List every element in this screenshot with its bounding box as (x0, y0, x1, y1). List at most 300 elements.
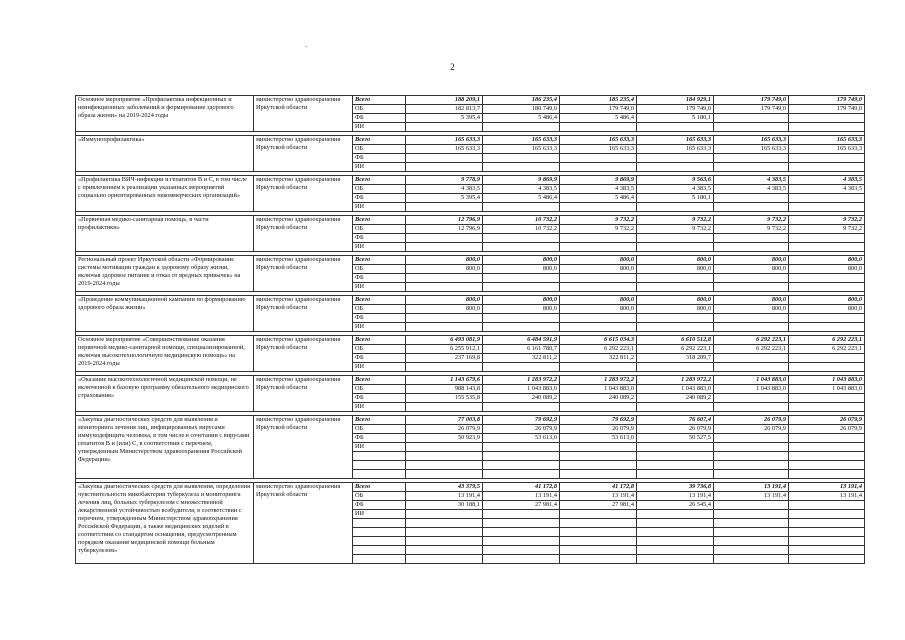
amount-cell (483, 274, 560, 283)
amount-cell (406, 323, 483, 332)
amount-cell: 800,0 (483, 265, 560, 274)
amount-cell: 39 736,8 (637, 483, 714, 492)
funding-source: Всего (353, 296, 406, 305)
amount-cell: 4 383,5 (637, 185, 714, 194)
amount-cell (560, 154, 637, 163)
amount-cell: 26 079,9 (560, 425, 637, 434)
amount-cell: 322 811,2 (560, 354, 637, 363)
amount-cell: 53 613,0 (560, 434, 637, 443)
amount-cell (637, 274, 714, 283)
amount-cell: 6 292 223,1 (714, 336, 789, 345)
amount-cell: 800,0 (789, 296, 865, 305)
amount-cell: 322 811,2 (483, 354, 560, 363)
amount-cell (406, 163, 483, 172)
responsible-executor: министерство здравоохранения Иркутской области (254, 376, 353, 412)
amount-cell: 800,0 (560, 256, 637, 265)
amount-cell: 4 383,5 (789, 176, 865, 185)
amount-cell (637, 363, 714, 372)
amount-cell (789, 234, 865, 243)
amount-cell: 9 869,9 (483, 176, 560, 185)
funding-source: ОБ (353, 265, 406, 274)
amount-cell: 9 563,6 (637, 176, 714, 185)
amount-cell (789, 323, 865, 332)
amount-cell (714, 394, 789, 403)
amount-cell: 165 633,3 (789, 136, 865, 145)
funding-source: Всего (353, 376, 406, 385)
amount-cell: 13 191,4 (406, 492, 483, 501)
amount-cell (789, 314, 865, 323)
funding-source: ФБ (353, 114, 406, 123)
table-row (76, 483, 865, 492)
amount-cell (483, 203, 560, 212)
amount-cell: 1 043 883,0 (789, 376, 865, 385)
amount-cell (637, 403, 714, 412)
amount-cell (714, 283, 789, 292)
amount-cell: 800,0 (637, 305, 714, 314)
amount-cell (789, 403, 865, 412)
amount-cell (406, 154, 483, 163)
amount-cell (789, 283, 865, 292)
amount-cell: 27 981,4 (560, 501, 637, 510)
amount-cell: 10 732,2 (483, 225, 560, 234)
amount-cell (789, 501, 865, 510)
amount-cell (789, 274, 865, 283)
responsible-executor: министерство здравоохранения Иркутской области (254, 336, 353, 372)
amount-cell (789, 434, 865, 443)
amount-cell: 4 383,5 (714, 176, 789, 185)
amount-cell: 26 545,4 (637, 501, 714, 510)
amount-cell: 26 079,9 (406, 425, 483, 434)
amount-cell (483, 123, 560, 132)
amount-cell: 50 923,9 (406, 434, 483, 443)
amount-cell: 186 235,4 (483, 96, 560, 105)
amount-cell: 1 043 883,0 (789, 385, 865, 394)
amount-cell: 6 610 512,8 (637, 336, 714, 345)
measure-name: «Проведение коммуникационной кампании по формированию здорового образа жизни» (76, 296, 254, 332)
amount-cell: 41 172,8 (560, 483, 637, 492)
amount-cell: 165 633,3 (637, 145, 714, 154)
amount-cell: 77 003,8 (406, 416, 483, 425)
amount-cell: 9 732,2 (789, 225, 865, 234)
amount-cell (560, 314, 637, 323)
amount-cell: 237 169,8 (406, 354, 483, 363)
amount-cell: 800,0 (714, 296, 789, 305)
amount-cell (483, 510, 560, 519)
amount-cell: 5 486,4 (483, 194, 560, 203)
amount-cell (483, 443, 560, 452)
amount-cell (637, 443, 714, 452)
amount-cell: 5 486,4 (560, 194, 637, 203)
amount-cell: 9 778,9 (406, 176, 483, 185)
amount-cell (483, 314, 560, 323)
amount-cell (714, 354, 789, 363)
amount-cell: 26 079,9 (789, 416, 865, 425)
amount-cell (406, 443, 483, 452)
funding-source: ИИ (353, 243, 406, 252)
amount-cell: 1 043 883,0 (560, 385, 637, 394)
amount-cell: 318 289,7 (637, 354, 714, 363)
responsible-executor: министерство здравоохранения Иркутской области (254, 96, 353, 132)
amount-cell: 4 383,5 (560, 185, 637, 194)
amount-cell: 165 633,3 (560, 145, 637, 154)
amount-cell (483, 283, 560, 292)
funding-source: ОБ (353, 425, 406, 434)
amount-cell: 800,0 (483, 296, 560, 305)
amount-cell: 800,0 (483, 256, 560, 265)
funding-source: ФБ (353, 314, 406, 323)
funding-source: ИИ (353, 123, 406, 132)
amount-cell: 26 079,9 (637, 425, 714, 434)
funding-source: ИИ (353, 163, 406, 172)
amount-cell: 988 143,8 (406, 385, 483, 394)
measure-name: «Первичная медико-санитарная помощь, в части профилактики» (76, 216, 254, 252)
funding-source: ОБ (353, 385, 406, 394)
amount-cell (406, 283, 483, 292)
amount-cell (637, 234, 714, 243)
amount-cell (406, 510, 483, 519)
amount-cell: 43 379,5 (406, 483, 483, 492)
amount-cell (714, 194, 789, 203)
amount-cell (637, 243, 714, 252)
amount-cell: 800,0 (406, 296, 483, 305)
amount-cell: 800,0 (406, 305, 483, 314)
funding-source: ФБ (353, 434, 406, 443)
amount-cell (714, 274, 789, 283)
amount-cell: 50 527,5 (637, 434, 714, 443)
responsible-executor: министерство здравоохранения Иркутской области (254, 176, 353, 212)
amount-cell: 6 292 223,1 (560, 345, 637, 354)
amount-cell (637, 510, 714, 519)
amount-cell (637, 123, 714, 132)
amount-cell (560, 163, 637, 172)
amount-cell: 13 191,4 (789, 492, 865, 501)
funding-source: Всего (353, 176, 406, 185)
amount-cell (789, 203, 865, 212)
page-number: 2 (450, 62, 455, 72)
amount-cell: 13 191,4 (483, 492, 560, 501)
amount-cell: 1 043 883,0 (714, 385, 789, 394)
responsible-executor: министерство здравоохранения Иркутской области (254, 296, 353, 332)
amount-cell: 26 079,9 (714, 425, 789, 434)
amount-cell: 6 493 081,9 (406, 336, 483, 345)
funding-source: ФБ (353, 501, 406, 510)
amount-cell: 800,0 (560, 265, 637, 274)
amount-cell: 26 079,9 (789, 425, 865, 434)
amount-cell (406, 123, 483, 132)
amount-cell (714, 323, 789, 332)
amount-cell (789, 443, 865, 452)
amount-cell: 800,0 (714, 305, 789, 314)
amount-cell: 6 255 912,1 (406, 345, 483, 354)
amount-cell: 182 813,7 (406, 105, 483, 114)
amount-cell: 165 633,3 (406, 145, 483, 154)
amount-cell: 1 283 972,2 (637, 376, 714, 385)
amount-cell: 165 633,3 (483, 145, 560, 154)
measure-name: «Иммунопрофилактика» (76, 136, 254, 172)
amount-cell: 1 043 883,0 (714, 376, 789, 385)
amount-cell: 5 180,1 (637, 194, 714, 203)
amount-cell (483, 234, 560, 243)
table-row (76, 416, 865, 425)
amount-cell (560, 274, 637, 283)
amount-cell (406, 203, 483, 212)
amount-cell (406, 274, 483, 283)
table-row (76, 176, 865, 185)
funding-source: ИИ (353, 510, 406, 519)
amount-cell: 1 043 883,0 (483, 385, 560, 394)
amount-cell: 4 383,5 (789, 185, 865, 194)
amount-cell: 165 633,3 (483, 136, 560, 145)
amount-cell: 185 235,4 (560, 96, 637, 105)
amount-cell: 5 395,4 (406, 114, 483, 123)
amount-cell: 240 089,2 (637, 394, 714, 403)
amount-cell: 41 172,8 (483, 483, 560, 492)
funding-table (75, 95, 865, 564)
funding-source: ИИ (353, 363, 406, 372)
funding-table-body (76, 96, 865, 564)
amount-cell: 800,0 (714, 256, 789, 265)
funding-source: ФБ (353, 154, 406, 163)
amount-cell: 165 633,3 (406, 136, 483, 145)
amount-cell (714, 403, 789, 412)
amount-cell: 9 732,2 (560, 216, 637, 225)
amount-cell: 800,0 (406, 256, 483, 265)
amount-cell: 13 191,4 (714, 492, 789, 501)
amount-cell: 188 209,1 (406, 96, 483, 105)
amount-cell: 13 191,4 (560, 492, 637, 501)
amount-cell (560, 363, 637, 372)
page-mark: - (305, 42, 308, 51)
amount-cell: 6 615 034,3 (560, 336, 637, 345)
amount-cell: 79 692,9 (560, 416, 637, 425)
amount-cell (789, 243, 865, 252)
measure-name: «Закупка диагностических средств для выявления и мониторинга лечения лиц, инфицированных вирусами иммунодефицита человека, в том числе в сочетании с вирусами гепатитов В и (или) С, в соответствии с перечнем, утвержденным Министерством здравоохранения Российской Федерации» (76, 416, 254, 479)
table-row (76, 376, 865, 385)
amount-cell: 179 749,0 (637, 105, 714, 114)
amount-cell (560, 510, 637, 519)
amount-cell: 240 089,2 (483, 394, 560, 403)
amount-cell: 6 484 591,9 (483, 336, 560, 345)
amount-cell: 79 692,9 (483, 416, 560, 425)
amount-cell: 1 283 972,2 (483, 376, 560, 385)
amount-cell: 27 981,4 (483, 501, 560, 510)
amount-cell (714, 443, 789, 452)
table-row (76, 296, 865, 305)
amount-cell (483, 363, 560, 372)
amount-cell: 30 188,1 (406, 501, 483, 510)
amount-cell (714, 154, 789, 163)
amount-cell (714, 123, 789, 132)
amount-cell (789, 510, 865, 519)
amount-cell (483, 154, 560, 163)
amount-cell (714, 510, 789, 519)
amount-cell: 13 191,4 (637, 492, 714, 501)
amount-cell (406, 314, 483, 323)
amount-cell: 5 486,4 (483, 114, 560, 123)
funding-source: ФБ (353, 274, 406, 283)
amount-cell: 6 292 223,1 (789, 345, 865, 354)
amount-cell: 9 732,2 (637, 216, 714, 225)
amount-cell (560, 234, 637, 243)
amount-cell: 800,0 (789, 265, 865, 274)
amount-cell: 179 749,0 (714, 96, 789, 105)
amount-cell (789, 194, 865, 203)
funding-source: ОБ (353, 105, 406, 114)
amount-cell (637, 323, 714, 332)
amount-cell: 1 143 679,6 (406, 376, 483, 385)
responsible-executor: министерство здравоохранения Иркутской области (254, 136, 353, 172)
amount-cell (560, 203, 637, 212)
amount-cell: 6 292 223,1 (637, 345, 714, 354)
amount-cell: 165 633,3 (637, 136, 714, 145)
amount-cell: 800,0 (483, 305, 560, 314)
amount-cell: 12 796,9 (406, 225, 483, 234)
amount-cell (714, 363, 789, 372)
amount-cell (789, 114, 865, 123)
funding-source: Всего (353, 96, 406, 105)
amount-cell (637, 314, 714, 323)
amount-cell: 10 732,2 (483, 216, 560, 225)
amount-cell (714, 314, 789, 323)
responsible-executor: министерство здравоохранения Иркутской области (254, 256, 353, 292)
measure-name: «Оказание высокотехнологичной медицинской помощи, не включенной в базовую программу обязательного медицинского страхования» (76, 376, 254, 412)
amount-cell: 76 607,4 (637, 416, 714, 425)
amount-cell (637, 163, 714, 172)
amount-cell (560, 403, 637, 412)
responsible-executor: министерство здравоохранения Иркутской области (254, 483, 353, 564)
amount-cell: 179 749,0 (560, 105, 637, 114)
funding-source: ИИ (353, 443, 406, 452)
amount-cell (406, 234, 483, 243)
amount-cell (714, 501, 789, 510)
funding-source: ОБ (353, 185, 406, 194)
amount-cell: 9 732,2 (637, 225, 714, 234)
amount-cell: 9 732,2 (560, 225, 637, 234)
responsible-executor: министерство здравоохранения Иркутской области (254, 216, 353, 252)
funding-source: ФБ (353, 354, 406, 363)
funding-source: ИИ (353, 203, 406, 212)
amount-cell (789, 354, 865, 363)
amount-cell: 6 161 780,7 (483, 345, 560, 354)
measure-name: «Профилактика ВИЧ-инфекции и гепатитов В и С, в том числе с привлечением к реализации указанных мероприятий социально ориентированных некоммерческих организаций» (76, 176, 254, 212)
amount-cell (714, 163, 789, 172)
measure-name: Основное мероприятие «Совершенствование оказания первичной медико-санитарной помощи, специализированной, включая высокотехнологичную медицинскую помощь» на 2019-2024 годы (76, 336, 254, 372)
amount-cell: 4 383,5 (714, 185, 789, 194)
funding-source: Всего (353, 416, 406, 425)
measure-name: Основное мероприятие «Профилактика инфекционных и неинфекционных заболеваний и формирование здорового образа жизни» на 2019-2024 годы (76, 96, 254, 132)
amount-cell: 165 633,3 (789, 145, 865, 154)
amount-cell: 800,0 (406, 265, 483, 274)
funding-source: ИИ (353, 403, 406, 412)
amount-cell (789, 394, 865, 403)
amount-cell (714, 434, 789, 443)
amount-cell: 165 633,3 (560, 136, 637, 145)
amount-cell (406, 403, 483, 412)
amount-cell: 240 089,2 (560, 394, 637, 403)
amount-cell (637, 283, 714, 292)
funding-source: ОБ (353, 305, 406, 314)
table-row (76, 96, 865, 105)
amount-cell (789, 163, 865, 172)
amount-cell (637, 154, 714, 163)
amount-cell: 800,0 (560, 305, 637, 314)
amount-cell: 6 292 223,1 (714, 345, 789, 354)
amount-cell (789, 154, 865, 163)
amount-cell (406, 363, 483, 372)
funding-source: ФБ (353, 234, 406, 243)
amount-cell: 5 486,4 (560, 114, 637, 123)
amount-cell: 26 079,9 (483, 425, 560, 434)
amount-cell: 13 191,4 (789, 483, 865, 492)
amount-cell: 9 732,2 (714, 216, 789, 225)
amount-cell: 179 749,0 (789, 96, 865, 105)
amount-cell (637, 203, 714, 212)
amount-cell: 179 749,0 (714, 105, 789, 114)
amount-cell: 5 180,1 (637, 114, 714, 123)
table-row (76, 336, 865, 345)
measure-name: Региональный проект Иркутской области «Формирование системы мотивации граждан к здоровому образу жизни, включая здоровое питание и отказ от вредных привычек» на 2019-2024 годы (76, 256, 254, 292)
funding-source: Всего (353, 256, 406, 265)
amount-cell: 155 535,8 (406, 394, 483, 403)
amount-cell: 5 395,4 (406, 194, 483, 203)
amount-cell: 800,0 (714, 265, 789, 274)
funding-source: Всего (353, 216, 406, 225)
measure-name: «Закупка диагностических средств для выявления, определения чувствительности микобактерии туберкулеза и мониторинга лечения лиц, больных туберкулезом с множественной лекарственной устойчивостью возбудителя, в соответствии с перечнем, утвержденным Министерством здравоохранения Российской Федерации, а также медицинских изделий в соответствии со стандартом оснащения, предусмотренным порядком оказания медицинской помощи больным туберкулезом» (76, 483, 254, 564)
amount-cell: 165 633,3 (714, 136, 789, 145)
amount-cell: 800,0 (789, 256, 865, 265)
amount-cell: 12 796,9 (406, 216, 483, 225)
amount-cell (483, 243, 560, 252)
amount-cell: 800,0 (637, 296, 714, 305)
amount-cell: 800,0 (560, 296, 637, 305)
amount-cell: 1 283 972,2 (560, 376, 637, 385)
amount-cell (560, 443, 637, 452)
amount-cell: 800,0 (637, 256, 714, 265)
funding-source: ОБ (353, 345, 406, 354)
amount-cell (789, 363, 865, 372)
amount-cell: 9 732,2 (789, 216, 865, 225)
amount-cell: 53 613,0 (483, 434, 560, 443)
amount-cell: 165 633,3 (714, 145, 789, 154)
funding-source: ИИ (353, 323, 406, 332)
amount-cell (560, 283, 637, 292)
funding-source: ФБ (353, 194, 406, 203)
amount-cell (483, 323, 560, 332)
amount-cell: 179 749,0 (789, 105, 865, 114)
amount-cell (714, 203, 789, 212)
amount-cell: 9 732,2 (714, 225, 789, 234)
funding-source: ОБ (353, 145, 406, 154)
amount-cell: 26 079,9 (714, 416, 789, 425)
responsible-executor: министерство здравоохранения Иркутской области (254, 416, 353, 479)
amount-cell (714, 243, 789, 252)
amount-cell (714, 234, 789, 243)
amount-cell: 6 292 223,1 (789, 336, 865, 345)
amount-cell (483, 403, 560, 412)
funding-source: ФБ (353, 394, 406, 403)
funding-source: ИИ (353, 283, 406, 292)
amount-cell (789, 123, 865, 132)
amount-cell (560, 123, 637, 132)
funding-source: ОБ (353, 225, 406, 234)
table-row (76, 136, 865, 145)
funding-source: Всего (353, 336, 406, 345)
amount-cell (560, 243, 637, 252)
amount-cell: 4 383,5 (483, 185, 560, 194)
amount-cell (483, 163, 560, 172)
amount-cell: 4 383,5 (406, 185, 483, 194)
funding-source: Всего (353, 483, 406, 492)
